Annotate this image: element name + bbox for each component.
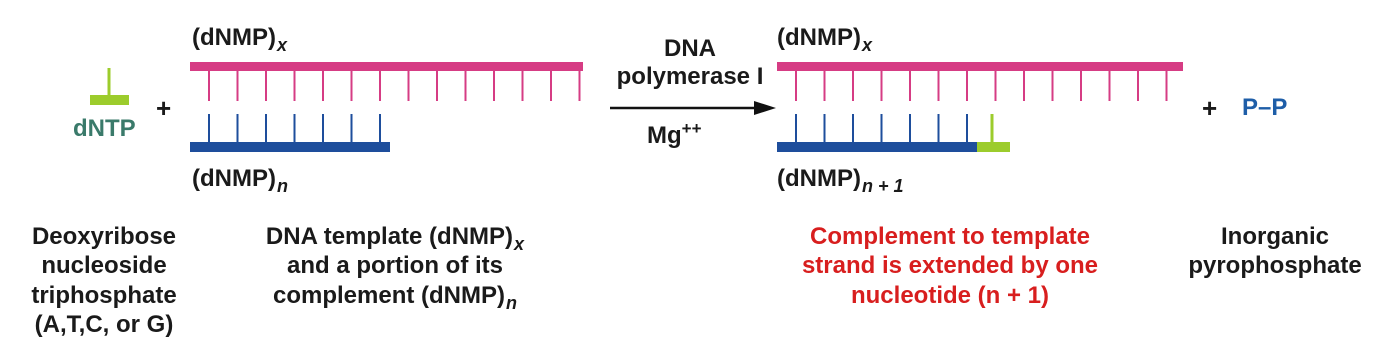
plus-sign-2: + xyxy=(1202,93,1218,123)
caption-product: Complement to template strand is extended by one nucleotide (n + 1) xyxy=(801,223,1099,309)
dntp-label: dNTP xyxy=(73,115,136,142)
template-strand-right xyxy=(777,62,1183,101)
template-label-left: $(dNMP)_x$ xyxy=(192,24,287,55)
complement-strand-left xyxy=(190,114,390,152)
complement-label-right: $(dNMP)_{n + 1}$ xyxy=(777,165,904,196)
plus-sign-1: + xyxy=(156,93,172,123)
enzyme-label: DNA polymerase I xyxy=(616,35,764,91)
reaction-arrow xyxy=(610,101,776,115)
pyrophosphate-label: P–P xyxy=(1242,94,1288,121)
template-label-right: $(dNMP)_x$ xyxy=(777,24,872,55)
template-strand-left xyxy=(190,62,583,101)
complement-label-left: $(dNMP)_n$ xyxy=(192,165,288,196)
caption-pyrophosphate: Inorganic pyrophosphate xyxy=(1188,223,1362,280)
cofactor-label: Mg++ xyxy=(647,119,702,149)
caption-template: DNA template $(dNMP)_x$ and a portion of its complement $(dNMP)_n$ xyxy=(265,223,525,313)
added-nucleotide-icon xyxy=(977,114,1010,152)
caption-dntp: Deoxyribose nucleoside triphosphate (A,T,C, or G) xyxy=(31,223,177,338)
complement-strand-right xyxy=(777,114,977,152)
dntp-nucleotide-icon xyxy=(90,68,129,105)
